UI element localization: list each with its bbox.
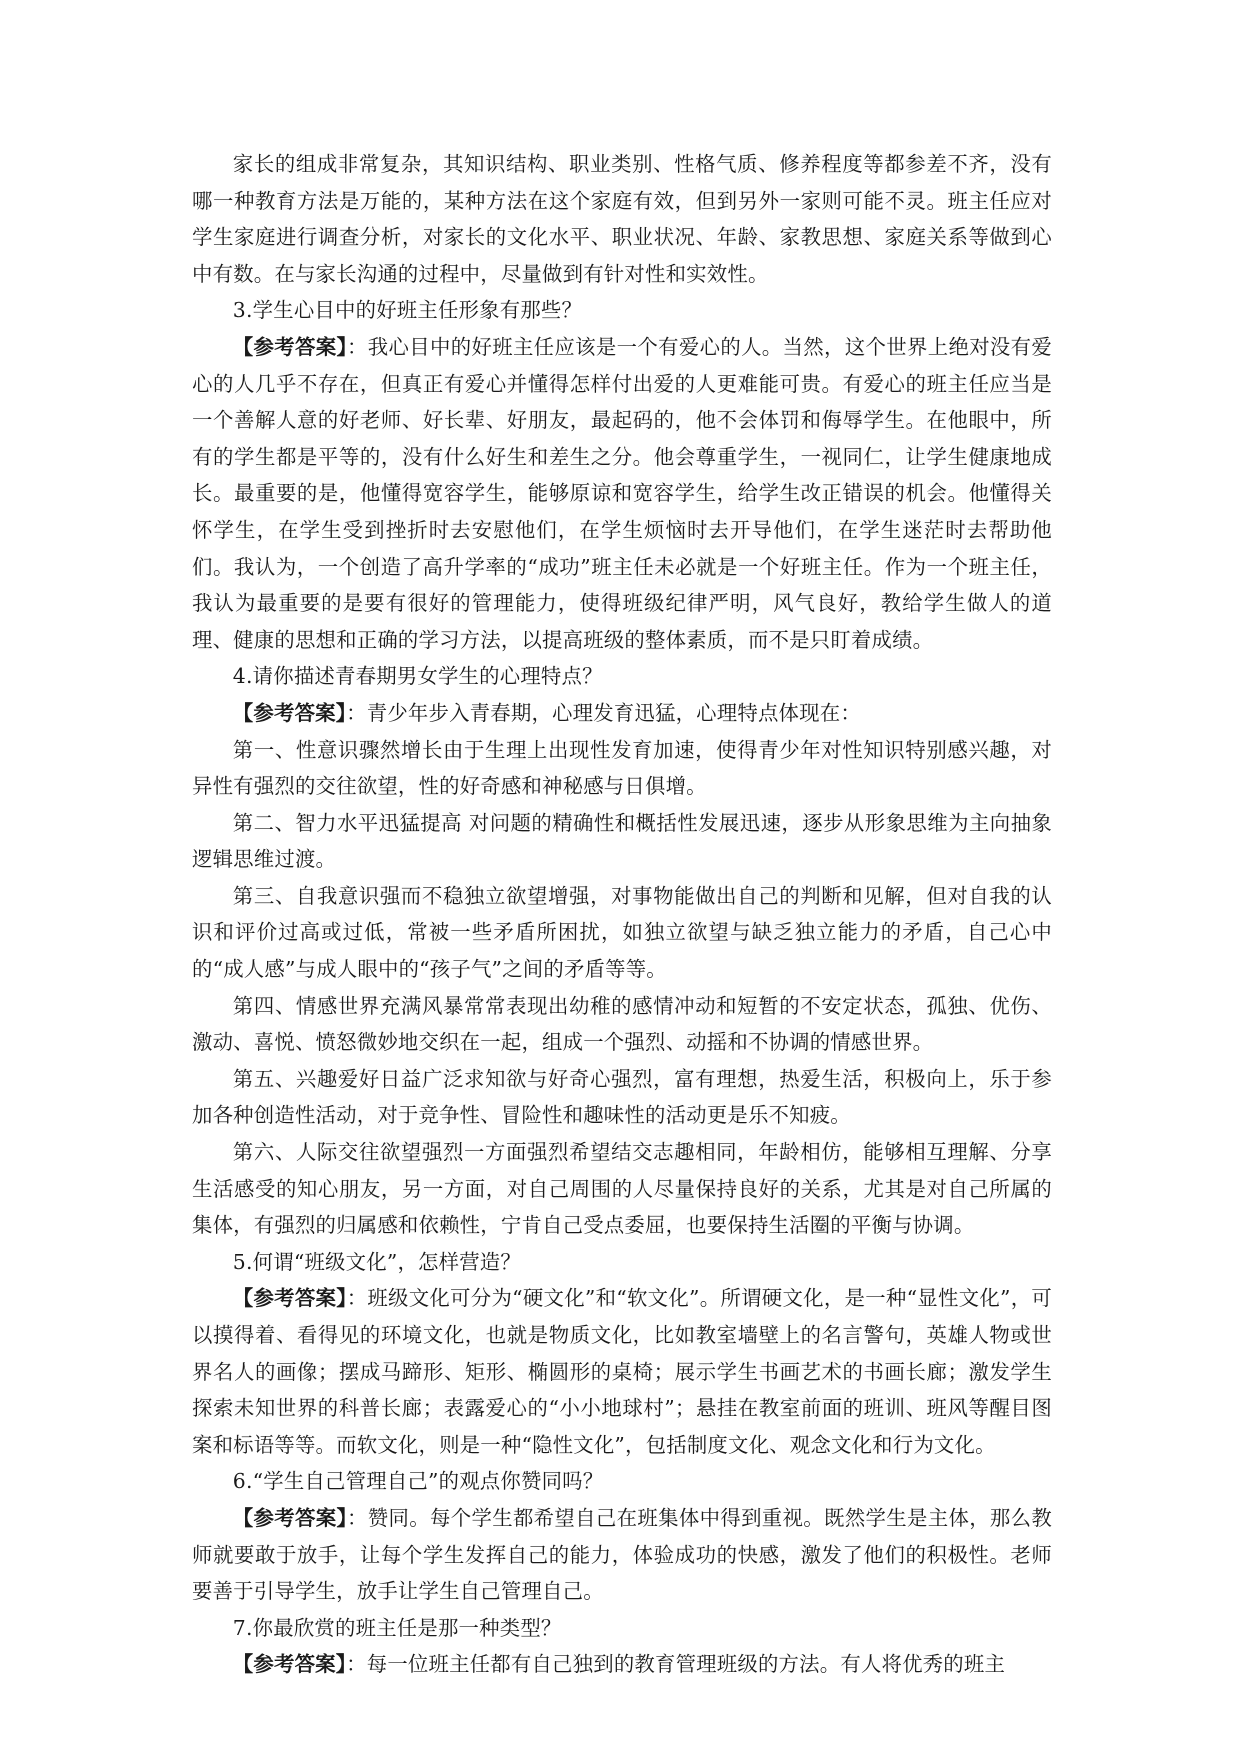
- answer-paragraph: [192, 1500, 1052, 1610]
- question-heading: [192, 658, 1052, 695]
- paragraph: [192, 1134, 1052, 1244]
- paragraph-text: 6.“学生自己管理自己”的观点你赞同吗？: [232, 1469, 604, 1494]
- question-heading: [192, 1610, 1052, 1647]
- document-page: [192, 146, 1052, 1683]
- paragraph: [192, 1061, 1052, 1134]
- paragraph: [192, 805, 1052, 878]
- question-heading: [192, 292, 1052, 329]
- answer-label: 【参考答案】: [232, 334, 348, 359]
- paragraph-text: 7.你最欣赏的班主任是那一种类型？: [232, 1615, 562, 1640]
- paragraph-text: 家长的组成非常复杂，其知识结构、职业类别、性格气质、修养程度等都参差不齐，没有哪一种教育方法是万能的，某种方法在这个家庭有效，但到另外一家则可能不灵。班主任应对学生家庭进行调查分析，对家长的文化水平、职业状况、年龄、家教思想、家庭关系等做到心中有数。在与家长沟通的过程中，尽量做到有针对性和实效性。: [192, 152, 1052, 286]
- answer-label: 【参考答案】: [232, 1286, 347, 1311]
- answer-paragraph: [192, 329, 1052, 658]
- answer-paragraph: [192, 1280, 1052, 1463]
- paragraph-text: 第二、智力水平迅猛提高 对问题的精确性和概括性发展迅速，逐步从形象思维为主向抽象逻辑思维过渡。: [192, 810, 1052, 872]
- answer-label: 【参考答案】: [232, 1652, 347, 1677]
- paragraph-text: 5.何谓“班级文化”，怎样营造？: [232, 1249, 521, 1274]
- paragraph-text: 第三、自我意识强而不稳独立欲望增强，对事物能做出自己的判断和见解，但对自我的认识和评价过高或过低，常被一些矛盾所困扰，如独立欲望与缺乏独立能力的矛盾，自己心中的“成人感”与成人眼中的“孩子气”之间的矛盾等等。: [192, 883, 1052, 982]
- paragraph-text: 第五、兴趣爱好日益广泛求知欲与好奇心强烈，富有理想，热爱生活，积极向上，乐于参加各种创造性活动，对于竞争性、冒险性和趣味性的活动更是乐不知疲。: [192, 1066, 1052, 1128]
- answer-label: 【参考答案】: [232, 700, 347, 725]
- answer-paragraph: [192, 695, 1052, 732]
- paragraph-text: ：赞同。每个学生都希望自己在班集体中得到重视。既然学生是主体，那么教师就要敢于放手，让每个学生发挥自己的能力，体验成功的快感，激发了他们的积极性。老师要善于引导学生，放手让学生自己管理自己。: [192, 1505, 1053, 1604]
- paragraph-text: ：我心目中的好班主任应该是一个有爱心的人。当然，这个世界上绝对没有爱心的人几乎不存在，但真正有爱心并懂得怎样付出爱的人更难能可贵。有爱心的班主任应当是一个善解人意的好老师、好长辈、好朋友，最起码的，他不会体罚和侮辱学生。在他眼中，所有的学生都是平等的，没有什么好生和差生之分。他会尊重学生，一视同仁，让学生健康地成长。最重要的是，他懂得宽容学生，能够原谅和宽容学生，给学生改正错误的机会。他懂得关怀学生，在学生受到挫折时去安慰他们，在学生烦恼时去开导他们，在学生迷茫时去帮助他们。我认为，一个创造了高升学率的“成功”班主任未必就是一个好班主任。作为一个班主任，我认为最重要的是要有很好的管理能力，使得班级纪律严明，风气良好，教给学生做人的道理、健康的思想和正确的学习方法，以提高班级的整体素质，而不是只盯着成绩。: [192, 334, 1053, 652]
- paragraph: [192, 988, 1052, 1061]
- paragraph: [192, 732, 1052, 805]
- paragraph-text: ：每一位班主任都有自己独到的教育管理班级的方法。有人将优秀的班主: [346, 1652, 1006, 1677]
- paragraph-text: ：班级文化可分为“硬文化”和“软文化”。所谓硬文化，是一种“显性文化”，可以摸得着、看得见的环境文化，也就是物质文化，比如教室墙壁上的名言警句，英雄人物或世界名人的画像；摆成马蹄形、矩形、椭圆形的桌椅；展示学生书画艺术的书画长廊；激发学生探索未知世界的科普长廊；表露爱心的“小小地球村”；悬挂在教室前面的班训、班风等醒目图案和标语等等。而软文化，则是一种“隐性文化”，包括制度文化、观念文化和行为文化。: [192, 1286, 1052, 1457]
- paragraph-text: 第一、性意识骤然增长由于生理上出现性发育加速，使得青少年对性知识特别感兴趣，对异性有强烈的交往欲望，性的好奇感和神秘感与日俱增。: [192, 737, 1052, 799]
- answer-paragraph: [192, 1646, 1052, 1683]
- paragraph-text: 3.学生心目中的好班主任形象有那些？: [232, 298, 583, 323]
- paragraph: [192, 878, 1052, 988]
- paragraph-text: ：青少年步入青春期，心理发育迅猛，心理特点体现在：: [346, 700, 861, 725]
- paragraph-text: 第六、人际交往欲望强烈一方面强烈希望结交志趣相同，年龄相仿，能够相互理解、分享生活感受的知心朋友，另一方面，对自己周围的人尽量保持良好的关系，尤其是对自己所属的集体，有强烈的归属感和依赖性，宁肯自己受点委屈，也要保持生活圈的平衡与协调。: [192, 1140, 1052, 1238]
- paragraph: [192, 146, 1052, 292]
- paragraph-text: 4.请你描述青春期男女学生的心理特点？: [232, 664, 603, 689]
- question-heading: [192, 1244, 1052, 1281]
- paragraph-text: 第四、情感世界充满风暴常常表现出幼稚的感情冲动和短暂的不安定状态，孤独、优伤、激动、喜悦、愤怒微妙地交织在一起，组成一个强烈、动摇和不协调的情感世界。: [192, 993, 1052, 1055]
- answer-label: 【参考答案】: [232, 1505, 348, 1530]
- question-heading: [192, 1463, 1052, 1500]
